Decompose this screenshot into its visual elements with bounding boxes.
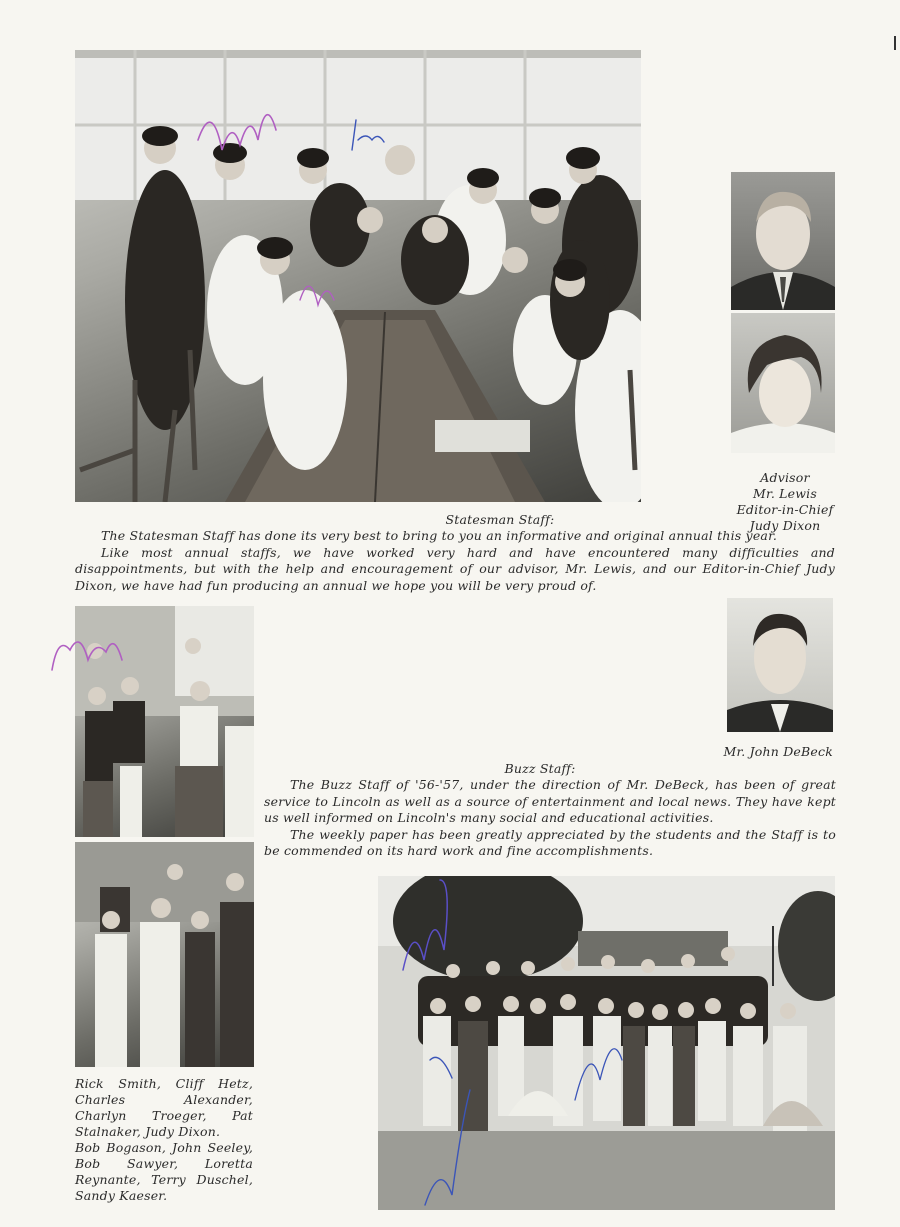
caption-advisor-label: Advisor <box>760 470 810 485</box>
debeck-portrait <box>727 598 833 732</box>
buzz-heading: Buzz Staff: <box>504 761 576 776</box>
buzz-body <box>264 777 836 860</box>
buzz-paragraph-1: The Buzz Staff of '56-'57, under the direction of Mr. DeBeck, has been of great service to Lincoln as well as a source of entertainment and local news. They have kept us well informed on Lincoln's many social and educational activities. <box>264 777 836 825</box>
editor-in-chief-portrait <box>731 313 835 453</box>
buzz-paragraph-2: The weekly paper has been greatly appreciated by the students and the Staff is to be commended on its hard work and fine accomplishments. <box>264 826 836 858</box>
statesman-staff-photo <box>75 50 641 502</box>
buzz-staff-photo-left-top <box>75 606 254 837</box>
advisor-portrait <box>731 172 835 310</box>
caption-editor-label: Editor-in-Chief <box>736 502 834 517</box>
statesman-paragraph-2: Like most annual staffs, we have worked very hard and have encountered many difficulties and disappointments, but with the help and encouragement of our advisor, Mr. Lewis, and our Editor-in-Chief Judy Dixon, we have had fun producing an annual we hope you will be very proud of. <box>75 544 835 593</box>
debeck-caption: Mr. John DeBeck <box>723 744 833 759</box>
left-photos-caption <box>75 1076 253 1204</box>
statesman-paragraph-1: The Statesman Staff has done its very best to bring to you an informative and original annual this year. <box>101 528 778 543</box>
caption-editor-name: Judy Dixon <box>749 518 821 533</box>
buzz-staff-group-photo <box>378 876 835 1210</box>
caption-group-1: Rick Smith, Cliff Hetz, Charles Alexander, Charlyn Troeger, Pat Stalnaker, Judy Dixon. <box>75 1076 253 1139</box>
buzz-staff-photo-left-bottom <box>75 842 254 1067</box>
caption-advisor-name: Mr. Lewis <box>753 486 817 501</box>
statesman-body <box>75 528 835 594</box>
scan-edge-mark <box>894 36 896 50</box>
caption-group-2: Bob Bogason, John Seeley, Bob Sawyer, Loretta Reynante, Terry Duschel, Sandy Kaeser. <box>75 1140 253 1203</box>
advisor-editor-caption <box>735 470 835 534</box>
statesman-heading: Statesman Staff: <box>445 512 555 527</box>
